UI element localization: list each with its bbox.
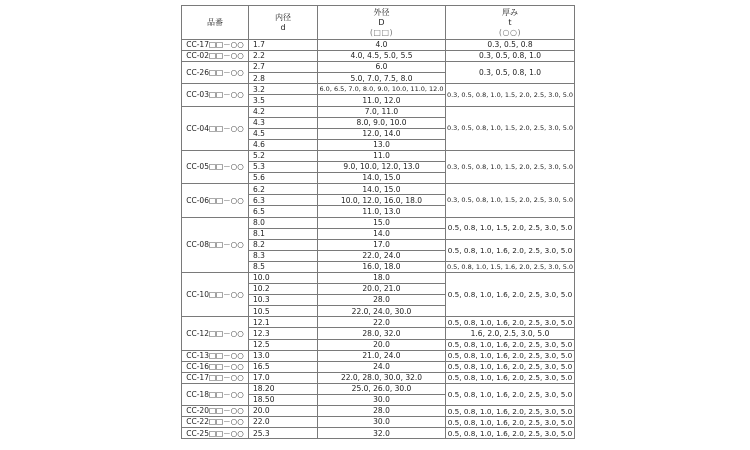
inner-diameter-cell: 16.5 <box>249 361 318 372</box>
table-row <box>182 150 575 161</box>
header-outer-label: 外径 <box>373 7 390 17</box>
thickness-cell: 0.3, 0.5, 0.8, 1.0 <box>446 62 575 84</box>
table-row <box>182 40 575 51</box>
outer-diameter-cell: 25.0, 26.0, 30.0 <box>318 383 446 394</box>
inner-diameter-cell: 12.1 <box>249 317 318 328</box>
thickness-cell: 0.3, 0.5, 0.8 <box>446 40 575 51</box>
outer-diameter-cell: 7.0, 11.0 <box>318 106 446 117</box>
outer-diameter-cell: 18.0 <box>318 272 446 283</box>
thickness-cell: 0.3, 0.5, 0.8, 1.0, 1.5, 2.0, 2.5, 3.0, 5.0 <box>446 150 575 183</box>
inner-diameter-cell: 4.2 <box>249 106 318 117</box>
inner-diameter-cell: 6.2 <box>249 184 318 195</box>
outer-diameter-cell: 15.0 <box>318 217 446 228</box>
thickness-cell: 0.3, 0.5, 0.8, 1.0, 1.5, 2.0, 2.5, 3.0, 5.0 <box>446 184 575 217</box>
table-row <box>182 184 575 195</box>
thickness-cell: 0.5, 0.8, 1.0, 1.6, 2.0, 2.5, 3.0, 5.0 <box>446 417 575 428</box>
outer-diameter-cell: 12.0, 14.0 <box>318 128 446 139</box>
outer-diameter-cell: 28.0 <box>318 406 446 417</box>
thickness-cell: 0.5, 0.8, 1.0, 1.6, 2.0, 2.5, 3.0, 5.0 <box>446 361 575 372</box>
table-row <box>182 361 575 372</box>
inner-diameter-cell: 6.5 <box>249 206 318 217</box>
inner-diameter-cell: 3.5 <box>249 95 318 106</box>
table-row <box>182 317 575 328</box>
inner-diameter-cell: 4.3 <box>249 117 318 128</box>
outer-diameter-cell: 11.0 <box>318 150 446 161</box>
thickness-cell: 0.5, 0.8, 1.0, 1.6, 2.0, 2.5, 3.0, 5.0 <box>446 372 575 383</box>
part-number-cell: CC-17□□－○○ <box>182 40 249 51</box>
inner-diameter-cell: 10.5 <box>249 306 318 317</box>
outer-diameter-cell: 5.0, 7.0, 7.5, 8.0 <box>318 73 446 84</box>
header-part-label: 品番 <box>207 17 223 27</box>
outer-diameter-cell: 28.0, 32.0 <box>318 328 446 339</box>
table-row <box>182 272 575 283</box>
outer-diameter-cell: 6.0 <box>318 62 446 73</box>
thickness-cell: 0.3, 0.5, 0.8, 1.0, 1.5, 2.0, 2.5, 3.0, 5.0 <box>446 106 575 150</box>
inner-diameter-cell: 8.3 <box>249 250 318 261</box>
thickness-cell: 0.5, 0.8, 1.0, 1.5, 1.6, 2.0, 2.5, 3.0, 5.0 <box>446 262 574 271</box>
inner-diameter-cell: 12.3 <box>249 328 318 339</box>
table-row <box>182 383 575 394</box>
inner-diameter-cell: 8.5 <box>249 261 318 272</box>
header-inner-symbol: d <box>280 22 286 32</box>
inner-diameter-cell: 20.0 <box>249 406 318 417</box>
outer-diameter-cell: 10.0, 12.0, 16.0, 18.0 <box>318 195 446 206</box>
part-number-cell: CC-20□□－○○ <box>182 406 249 417</box>
inner-diameter-cell: 18.50 <box>249 395 318 406</box>
table-row <box>182 51 575 62</box>
part-number-cell: CC-13□□－○○ <box>182 350 249 361</box>
inner-diameter-cell: 13.0 <box>249 350 318 361</box>
part-number-cell: CC-25□□－○○ <box>182 428 249 439</box>
outer-diameter-cell: 22.0, 28.0, 30.0, 32.0 <box>318 372 446 383</box>
outer-diameter-cell: 9.0, 10.0, 12.0, 13.0 <box>318 162 446 173</box>
outer-diameter-cell: 21.0, 24.0 <box>318 350 446 361</box>
inner-diameter-cell: 8.2 <box>249 239 318 250</box>
part-number-cell: CC-10□□－○○ <box>182 272 249 316</box>
inner-diameter-cell: 5.6 <box>249 173 318 184</box>
thickness-cell: 0.5, 0.8, 1.0, 1.6, 2.0, 2.5, 3.0, 5.0 <box>446 317 575 328</box>
inner-diameter-cell: 6.3 <box>249 195 318 206</box>
outer-diameter-cell: 22.0, 24.0, 30.0 <box>318 306 446 317</box>
inner-diameter-cell: 5.3 <box>249 162 318 173</box>
part-number-cell: CC-17□□－○○ <box>182 372 249 383</box>
part-number-cell: CC-18□□－○○ <box>182 383 249 405</box>
part-number-cell: CC-05□□－○○ <box>182 150 249 183</box>
inner-diameter-cell: 18.20 <box>249 383 318 394</box>
outer-diameter-cell: 14.0 <box>318 228 446 239</box>
part-number-cell: CC-08□□－○○ <box>182 217 249 272</box>
header-thickness <box>446 6 575 40</box>
thickness-cell: 0.5, 0.8, 1.0, 1.6, 2.0, 2.5, 3.0, 5.0 <box>446 339 575 350</box>
table-row <box>182 406 575 417</box>
inner-diameter-cell: 8.0 <box>249 217 318 228</box>
outer-diameter-cell: 13.0 <box>318 139 446 150</box>
outer-diameter-cell: 20.0, 21.0 <box>318 284 446 295</box>
outer-diameter-cell: 14.0, 15.0 <box>318 184 446 195</box>
outer-diameter-cell: 22.0, 24.0 <box>318 250 446 261</box>
outer-diameter-cell: 20.0 <box>318 339 446 350</box>
thickness-cell: 1.6, 2.0, 2.5, 3.0, 5.0 <box>446 328 575 339</box>
thickness-cell: 0.5, 0.8, 1.0, 1.6, 2.0, 2.5, 3.0, 5.0 <box>446 239 575 261</box>
inner-diameter-cell: 10.2 <box>249 284 318 295</box>
thickness-cell: 0.3, 0.5, 0.8, 1.0 <box>446 51 575 62</box>
header-outer-diameter <box>318 6 446 40</box>
table-row <box>182 217 575 228</box>
outer-diameter-cell: 11.0, 13.0 <box>318 206 446 217</box>
header-thickness-placeholder: (○○) <box>498 27 522 37</box>
outer-diameter-cell: 22.0 <box>318 317 446 328</box>
inner-diameter-cell: 3.2 <box>249 84 318 95</box>
inner-diameter-cell: 5.2 <box>249 150 318 161</box>
header-inner-diameter <box>249 6 318 40</box>
outer-diameter-cell: 16.0, 18.0 <box>318 261 446 272</box>
part-number-cell: CC-22□□－○○ <box>182 417 249 428</box>
inner-diameter-cell: 2.2 <box>249 51 318 62</box>
table-row <box>182 350 575 361</box>
part-number-cell: CC-16□□－○○ <box>182 361 249 372</box>
inner-diameter-cell: 22.0 <box>249 417 318 428</box>
table-row <box>182 106 575 117</box>
thickness-cell: 0.3, 0.5, 0.8, 1.0, 1.5, 2.0, 2.5, 3.0, 5.0 <box>446 84 575 106</box>
table-row <box>182 62 575 73</box>
header-inner-label: 内径 <box>275 12 291 22</box>
outer-diameter-cell: 30.0 <box>318 417 446 428</box>
outer-diameter-cell: 14.0, 15.0 <box>318 173 446 184</box>
outer-diameter-cell: 6.0, 6.5, 7.0, 8.0, 9.0, 10.0, 11.0, 12.0 <box>319 85 444 94</box>
part-number-cell: CC-26□□－○○ <box>182 62 249 84</box>
header-thickness-symbol: t <box>508 17 512 27</box>
outer-diameter-cell: 4.0 <box>318 40 446 51</box>
table-row <box>182 417 575 428</box>
outer-diameter-cell: 4.0, 4.5, 5.0, 5.5 <box>318 51 446 62</box>
inner-diameter-cell: 8.1 <box>249 228 318 239</box>
part-number-cell: CC-04□□－○○ <box>182 106 249 150</box>
outer-diameter-cell: 28.0 <box>318 295 446 306</box>
inner-diameter-cell: 2.8 <box>249 73 318 84</box>
outer-diameter-cell: 11.0, 12.0 <box>318 95 446 106</box>
outer-diameter-cell: 17.0 <box>318 239 446 250</box>
header-part-number <box>182 6 249 40</box>
outer-diameter-cell: 32.0 <box>318 428 446 439</box>
inner-diameter-cell: 25.3 <box>249 428 318 439</box>
part-number-cell: CC-12□□－○○ <box>182 317 249 350</box>
inner-diameter-cell: 4.5 <box>249 128 318 139</box>
thickness-cell: 0.5, 0.8, 1.0, 1.6, 2.0, 2.5, 3.0, 5.0 <box>446 406 575 417</box>
thickness-cell: 0.5, 0.8, 1.0, 1.6, 2.0, 2.5, 3.0, 5.0 <box>446 272 575 316</box>
thickness-cell: 0.5, 0.8, 1.0, 1.6, 2.0, 2.5, 3.0, 5.0 <box>446 428 575 439</box>
header-outer-placeholder: (□□) <box>369 27 394 37</box>
thickness-cell: 0.5, 0.8, 1.0, 1.5, 2.0, 2.5, 3.0, 5.0 <box>446 217 575 239</box>
table-row <box>182 428 575 439</box>
spec-table <box>181 5 575 439</box>
header-thickness-label: 厚み <box>502 7 518 17</box>
inner-diameter-cell: 4.6 <box>249 139 318 150</box>
part-number-cell: CC-06□□－○○ <box>182 184 249 217</box>
header-outer-symbol: D <box>378 17 385 27</box>
outer-diameter-cell: 30.0 <box>318 395 446 406</box>
inner-diameter-cell: 17.0 <box>249 372 318 383</box>
inner-diameter-cell: 10.0 <box>249 272 318 283</box>
spec-table-body <box>182 6 575 439</box>
inner-diameter-cell: 1.7 <box>249 40 318 51</box>
outer-diameter-cell: 24.0 <box>318 361 446 372</box>
table-row <box>182 372 575 383</box>
inner-diameter-cell: 2.7 <box>249 62 318 73</box>
part-number-cell: CC-02□□－○○ <box>182 51 249 62</box>
thickness-cell: 0.5, 0.8, 1.0, 1.6, 2.0, 2.5, 3.0, 5.0 <box>446 350 575 361</box>
part-number-cell: CC-03□□－○○ <box>182 84 249 106</box>
outer-diameter-cell: 8.0, 9.0, 10.0 <box>318 117 446 128</box>
header-row <box>182 6 575 40</box>
inner-diameter-cell: 10.3 <box>249 295 318 306</box>
thickness-cell: 0.5, 0.8, 1.0, 1.6, 2.0, 2.5, 3.0, 5.0 <box>446 383 575 405</box>
inner-diameter-cell: 12.5 <box>249 339 318 350</box>
table-row <box>182 84 575 95</box>
